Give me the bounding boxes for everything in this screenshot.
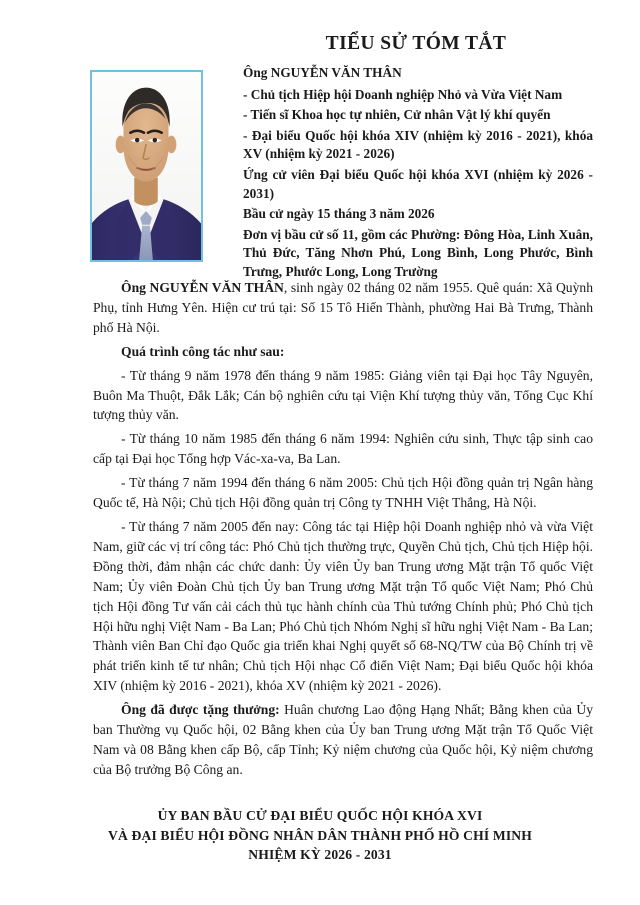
header-line-4: Ứng cử viên Đại biểu Quốc hội khóa XVI (nhiệm kỳ 2026 - 2031) (243, 167, 593, 201)
biography-body (93, 278, 593, 780)
career-heading: Quá trình công tác như sau: (121, 343, 285, 359)
header-line-5: Bầu cử ngày 15 tháng 3 năm 2026 (243, 206, 435, 222)
candidate-portrait (90, 70, 203, 262)
header-line-6: Đơn vị bầu cử số 11, gồm các Phường: Đông Hòa, Linh Xuân, Thủ Đức, Tăng Nhơn Phú, Long Bình, Long Phước, Bình Trưng, Phước Long, Long Trường (243, 226, 593, 280)
awards-rest: Huân chương Lao động Hạng Nhất; Bằng khen của Ủy ban Thường vụ Quốc hội, 02 Bằng khen của Ủy ban Trung ương Mặt trận Tổ Quốc Việt Nam và 08 Bằng khen cấp Bộ, cấp Tỉnh; Kỷ niệm chương của Quốc hội, Kỷ niệm chương của Bộ trưởng Bộ Công an. (93, 702, 593, 777)
footer-authority-block (20, 806, 620, 865)
portrait-illustration (92, 72, 201, 260)
header-section (0, 0, 640, 280)
header-line-2: - Tiến sĩ Khoa học tự nhiên, Cử nhân Vật lý khí quyển (243, 107, 551, 123)
career-entry-1: - Từ tháng 9 năm 1978 đến tháng 9 năm 1985: Giảng viên tại Đại học Tây Nguyên, Buôn Ma Thuột, Đắk Lắk; Cán bộ nghiên cứu tại Viện Khí tượng thủy văn, Tổng Cục Khí tượng thủy văn. (93, 367, 593, 423)
footer-line-1: ỦY BAN BẦU CỬ ĐẠI BIỂU QUỐC HỘI KHÓA XVI (157, 808, 483, 823)
header-line-1: - Chủ tịch Hiệp hội Doanh nghiệp Nhỏ và Vừa Việt Nam (243, 86, 563, 102)
awards-lead: Ông đã được tặng thưởng: (121, 702, 280, 718)
awards-paragraph (93, 700, 593, 780)
page-title: TIỂU SỬ TÓM TẮT (325, 33, 507, 54)
intro-paragraph (93, 278, 593, 338)
career-entry-3: - Từ tháng 7 năm 1994 đến tháng 6 năm 2005: Chủ tịch Hội đồng quản trị Ngân hàng Quốc tế, Hà Nội; Chủ tịch Hội đồng quản trị Công ty TNHH Việt Thắng, Hà Nội. (93, 475, 593, 511)
footer-line-3: NHIỆM KỲ 2026 - 2031 (248, 847, 392, 863)
intro-lead: Ông NGUYỄN VĂN THÂN (121, 280, 284, 295)
career-entry-2: - Từ tháng 10 năm 1985 đến tháng 6 năm 1994: Nghiên cứu sinh, Thực tập sinh cao cấp tại Đại học Tổng hợp Vác-xa-va, Ba Lan. (93, 431, 593, 467)
header-detail-list (243, 64, 593, 284)
candidate-name-header: Ông NGUYỄN VĂN THÂN (243, 65, 402, 80)
career-entry-4: - Từ tháng 7 năm 2005 đến nay: Công tác tại Hiệp hội Doanh nghiệp nhỏ và vừa Việt Nam, giữ các vị trí công tác: Phó Chủ tịch thường trực, Quyền Chủ tịch, Chủ tịch Hiệp hội. Đồng thời, đảm nhận các chức danh: Ủy viên Ủy ban Trung ương Mặt trận Tổ quốc Việt Nam; Ủy viên Đoàn Chủ tịch Ủy ban Trung ương Mặt trận Tổ quốc Việt Nam; Phó Chủ tịch Hội đồng Tư vấn cải cách thủ tục hành chính của Thủ tướng Chính phủ; Phó Chủ tịch Hội hữu nghị Việt Nam - Ba Lan; Phó Chủ tịch Nhóm Nghị sĩ hữu nghị Việt Nam - Ba Lan; Thành viên Ban Chỉ đạo Quốc gia triển khai Nghị quyết số 68-NQ/TW của Bộ Chính trị về phát triển kinh tế tư nhân; Chủ tịch Hội nhạc Cổ điển Việt Nam; Đại biểu Quốc hội khóa XIV (nhiệm kỳ 2016 - 2021), khóa XV (nhiệm kỳ 2021 - 2026). (93, 518, 593, 694)
footer-line-2: VÀ ĐẠI BIỂU HỘI ĐỒNG NHÂN DÂN THÀNH PHỐ HỒ CHÍ MINH (108, 827, 532, 843)
header-line-3: - Đại biểu Quốc hội khóa XIV (nhiệm kỳ 2016 - 2021), khóa XV (nhiệm kỳ 2021 - 2026) (243, 127, 593, 162)
intro-rest: , sinh ngày 02 tháng 02 năm 1955. Quê quán: Xã Quỳnh Phụ, tỉnh Hưng Yên. Hiện cư trú tại: Số 15 Tô Hiến Thành, phường Hai Bà Trưng, Thành phố Hà Nội. (93, 280, 593, 335)
